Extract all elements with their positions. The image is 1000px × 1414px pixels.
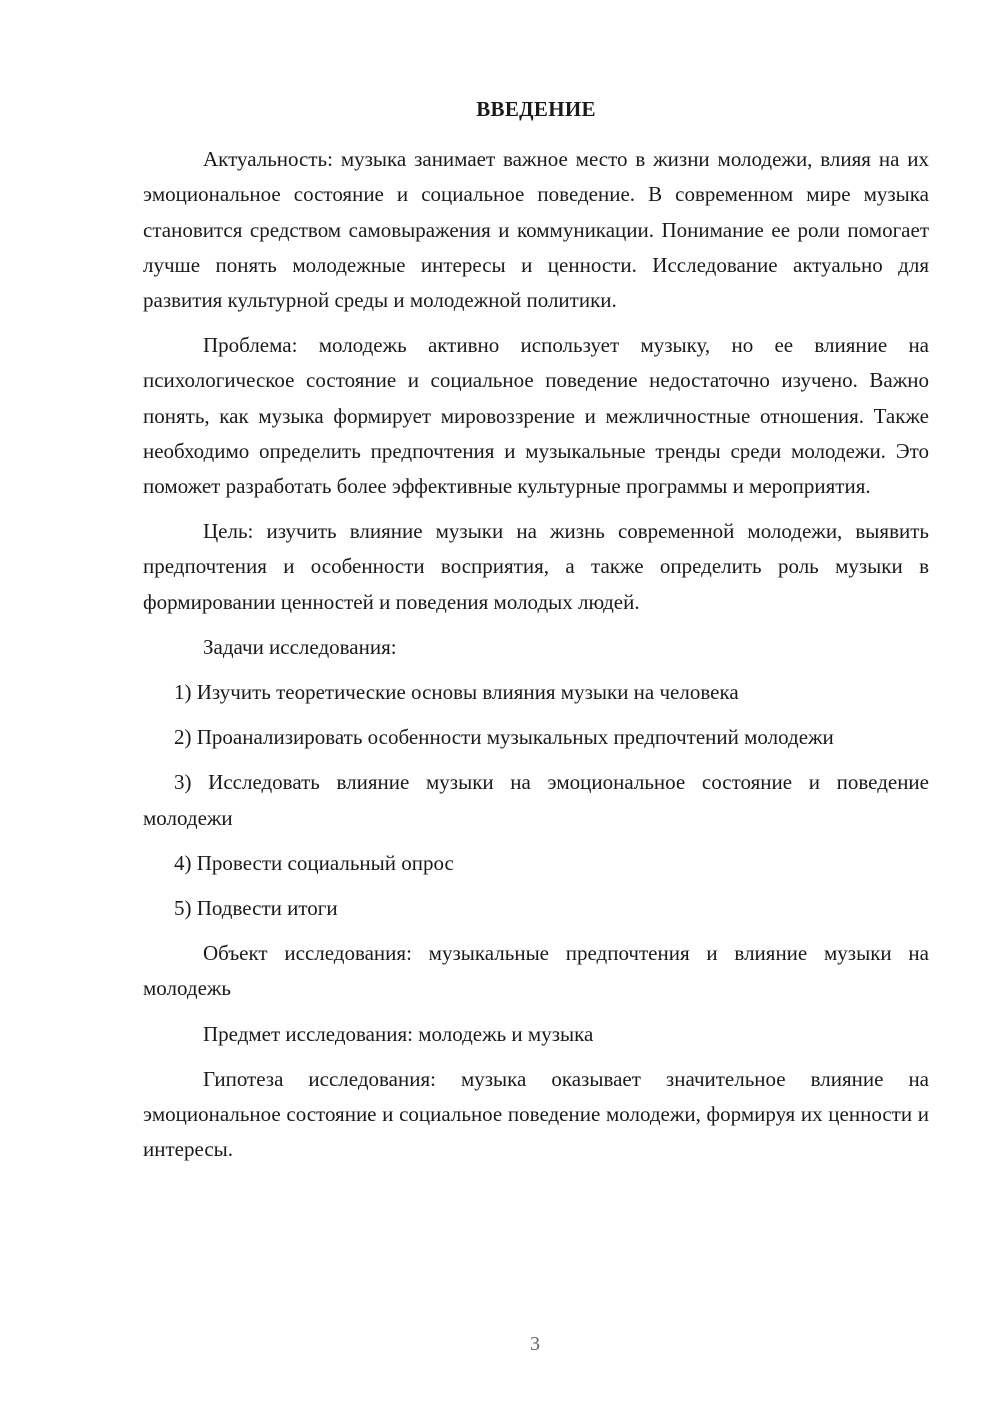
document-page <box>143 92 929 1177</box>
tasks-title: Задачи исследования: <box>203 634 397 659</box>
task-item-5: 5) Подвести итоги <box>174 896 338 921</box>
problem-paragraph: Проблема: молодежь активно использует музыку, но ее влияние на психологическое состояние и социальное поведение недостаточно изучено. Важно понять, как музыка формирует мировоззрение и межличностные отношения. Также необходимо определить предпочтения и музыкальные тренды среди молодежи. Это поможет разработать более эффективные культурные программы и мероприятия. <box>143 333 929 499</box>
object-paragraph: Объект исследования: музыкальные предпочтения и влияние музыки на молодежь <box>143 941 929 1001</box>
page-number: 3 <box>530 1333 540 1355</box>
relevance-paragraph: Актуальность: музыка занимает важное место в жизни молодежи, влияя на их эмоциональное состояние и социальное поведение. В современном мире музыка становится средством самовыражения и коммуникации. Понимание ее роли помогает лучше понять молодежные интересы и ценности. Исследование актуально для развития культурной среды и молодежной политики. <box>143 147 929 313</box>
task-item-2: 2) Проанализировать особенности музыкальных предпочтений молодежи <box>174 725 834 750</box>
task-item-3: 3) Исследовать влияние музыки на эмоциональное состояние и поведение молодежи <box>143 770 929 830</box>
task-item-1: 1) Изучить теоретические основы влияния музыки на человека <box>174 680 739 705</box>
task-item-4: 4) Провести социальный опрос <box>174 850 454 875</box>
hypothesis-paragraph: Гипотеза исследования: музыка оказывает значительное влияние на эмоциональное состояние и социальное поведение молодежи, формируя их ценности и интересы. <box>143 1066 929 1162</box>
subject-paragraph: Предмет исследования: молодежь и музыка <box>203 1021 594 1046</box>
goal-paragraph: Цель: изучить влияние музыки на жизнь современной молодежи, выявить предпочтения и особенности восприятия, а также определить роль музыки в формировании ценностей и поведения молодых людей. <box>143 519 929 614</box>
section-heading: ВВЕДЕНИЕ <box>476 97 596 121</box>
